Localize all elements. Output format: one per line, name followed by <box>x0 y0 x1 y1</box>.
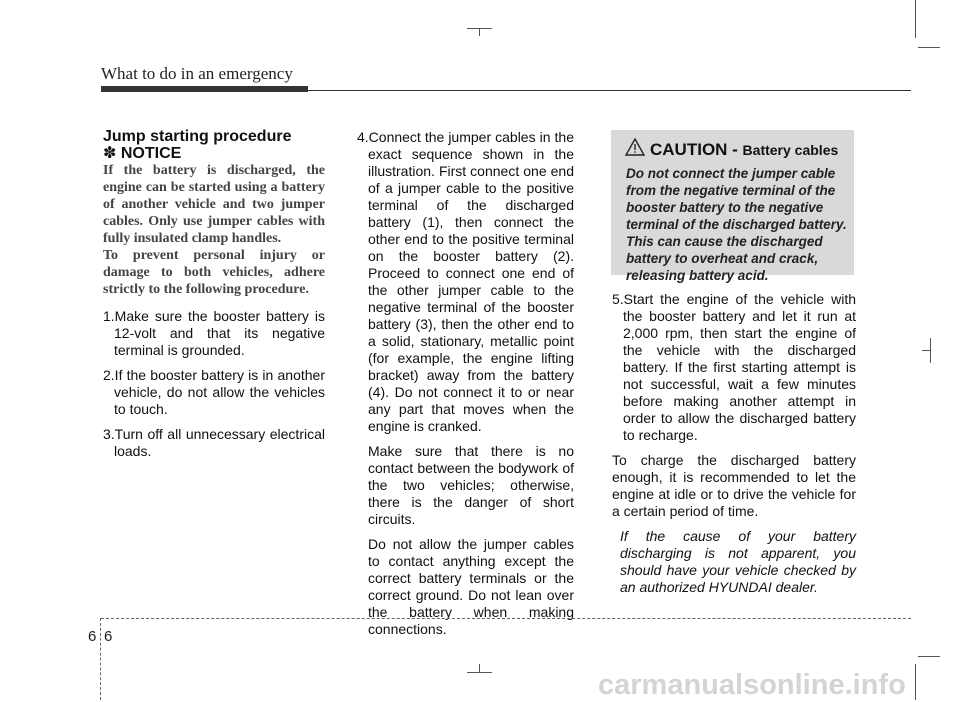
footer-rule <box>101 618 911 619</box>
step-2: 2.If the booster battery is in another vehicle, do not allow the vehicles to touch. <box>103 367 325 417</box>
step-4: 4.Connect the jumper cables in the exact sequence shown in the illustration. First connect one end of a jumper cable to the positive terminal of the discharged battery (1), then connect the other end to the positive terminal on the booster battery (2). Proceed to connect one end of the other jumper cable to the negative terminal of the booster battery (3), then the other end to a solid, stationary, metallic point (for example, the engine lifting bracket) away from the battery (4). Do not connect it to or near any part that moves when the engine is cranked. <box>357 129 574 434</box>
notice-text-1: If the battery is discharged, the engine can be started using a battery of another vehicle and two jumper cables. Only use jumper cables with fully insulated clamp handles. <box>103 163 325 246</box>
crop-mark-top-right-h <box>918 47 940 48</box>
crop-mark-bottom-stem <box>479 664 480 672</box>
cables-paragraph: Do not allow the jumper cables to contact anything except the correct battery terminals or the correct ground. Do not lean over the battery when making connections. <box>368 536 574 637</box>
chapter-number: 6 <box>88 628 97 645</box>
watermark: carmanualsonline.info <box>598 669 906 701</box>
middle-column <box>357 129 574 638</box>
caution-box <box>611 130 854 283</box>
page-header-title: What to do in an emergency <box>101 64 293 83</box>
step-1: 1.Make sure the booster battery is 12-volt and that its negative terminal is grounded. <box>103 308 325 358</box>
warning-triangle-icon <box>625 138 645 156</box>
dealer-paragraph: If the cause of your battery discharging is not apparent, you should have your vehicle checked by an authorized HYUNDAI dealer. <box>620 528 856 595</box>
left-column <box>103 128 325 460</box>
section-heading: Jump starting procedure <box>103 128 292 145</box>
header-rule <box>101 90 911 91</box>
contact-paragraph: Make sure that there is no contact between the bodywork of the two vehicles; otherwise, there is the danger of short circuits. <box>368 443 574 527</box>
notice-label: NOTICE <box>120 145 182 162</box>
notice-heading <box>103 145 325 162</box>
caution-text: Do not connect the jumper cable from the negative terminal of the booster battery to the negative terminal of the discharged battery. This can cause the discharged battery to overheat and crack, releasing battery acid. <box>626 166 847 283</box>
crop-mark-bottom-right-v <box>915 664 916 700</box>
crop-mark-top-stem <box>479 28 480 36</box>
notice-asterisk-icon: ✽ <box>103 145 117 162</box>
page-number: 6 <box>104 628 113 645</box>
crop-mark-top-right-v <box>915 0 916 38</box>
caution-label: CAUTION - <box>650 140 743 159</box>
charge-paragraph: To charge the discharged battery enough, it is recommended to let the engine at idle or to drive the vehicle for a certain period of time. <box>612 452 856 519</box>
crop-mark-bottom-right-h <box>918 656 940 657</box>
step-3: 3.Turn off all unnecessary electrical loads. <box>103 426 325 459</box>
crop-mark-bottom <box>467 672 492 673</box>
header-bar <box>101 86 308 92</box>
caution-subject: Battery cables <box>742 142 839 158</box>
step-5: 5.Start the engine of the vehicle with the booster battery and let it run at 2,000 rpm, then start the engine of the vehicle with the discharged battery. If the first starting attempt is not successful, wait a few minutes before making another attempt in order to allow the discharged battery to recharge. <box>612 291 856 443</box>
right-column <box>612 291 856 596</box>
footer-divider <box>100 618 101 700</box>
notice-text-2: To prevent personal injury or damage to both vehicles, adhere strictly to the following procedure. <box>103 248 325 297</box>
crop-mark-right-stem <box>922 350 931 351</box>
caution-title <box>650 140 838 160</box>
